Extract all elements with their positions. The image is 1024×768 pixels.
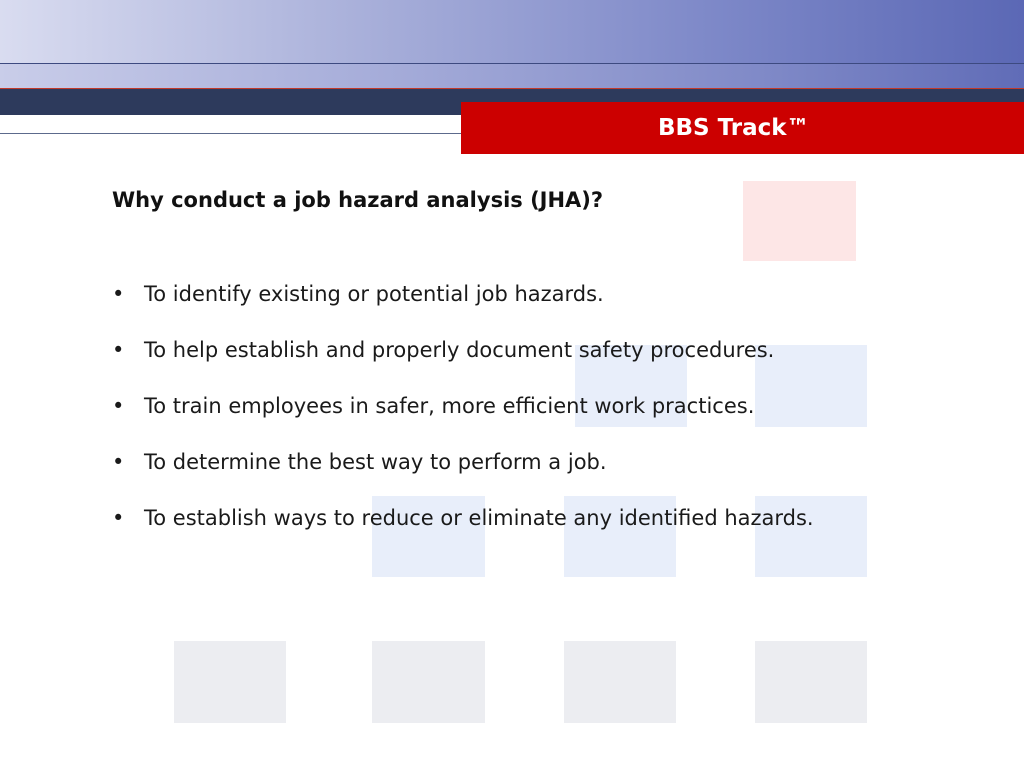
header-gradient-band-lower bbox=[0, 64, 1024, 88]
decorative-tile bbox=[755, 641, 867, 723]
decorative-tile bbox=[564, 641, 676, 723]
bullet-icon: • bbox=[112, 450, 125, 474]
bullet-text: To establish ways to reduce or eliminate any identified hazards. bbox=[144, 506, 814, 530]
bullet-icon: • bbox=[112, 282, 125, 306]
slide-heading: Why conduct a job hazard analysis (JHA)? bbox=[112, 188, 604, 212]
header-divider-line bbox=[0, 63, 1024, 64]
slide-content bbox=[112, 183, 972, 530]
bullet-text: To train employees in safer, more efficient work practices. bbox=[144, 394, 755, 418]
bullet-icon: • bbox=[112, 338, 125, 362]
bullet-text: To help establish and properly document safety procedures. bbox=[144, 338, 775, 362]
bullet-text: To identify existing or potential job hazards. bbox=[144, 282, 604, 306]
brand-banner-label-wrap bbox=[461, 102, 1024, 154]
bullet-text: To determine the best way to perform a job. bbox=[144, 450, 607, 474]
decorative-tile bbox=[174, 641, 286, 723]
header-thin-rule bbox=[0, 133, 462, 134]
bullet-icon: • bbox=[112, 506, 125, 530]
brand-label: BBS Track™ bbox=[658, 115, 810, 141]
bullet-icon: • bbox=[112, 394, 125, 418]
decorative-tile bbox=[372, 641, 485, 723]
